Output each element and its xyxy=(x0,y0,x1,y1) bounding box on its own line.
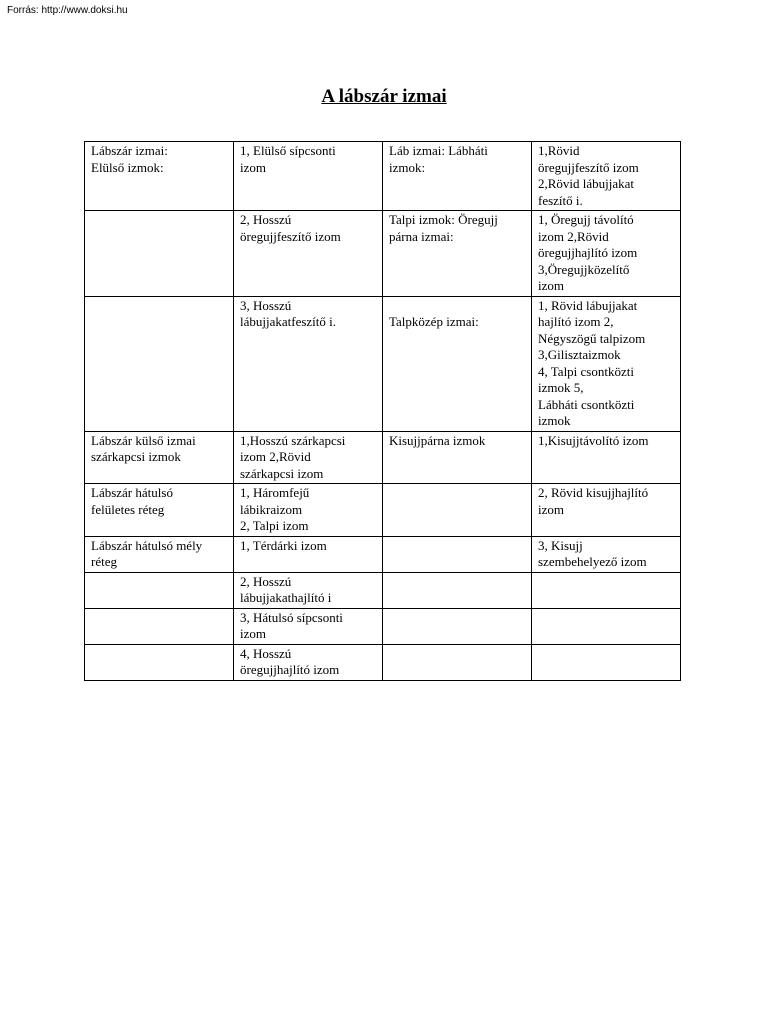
table-cell-foot-muscle: 2, Rövid kisujjhajlító izom xyxy=(532,484,681,537)
table-cell-region xyxy=(85,644,234,680)
table-row xyxy=(85,644,681,680)
source-url-line: Forrás: http://www.doksi.hu xyxy=(7,5,128,16)
table-row xyxy=(85,431,681,484)
table-cell-region: Lábszár külső izmai szárkapcsi izmok xyxy=(85,431,234,484)
table-cell-muscle: 4, Hosszú öregujjhajlító izom xyxy=(234,644,383,680)
table-cell-region: Lábszár izmai: Elülső izmok: xyxy=(85,142,234,211)
table-cell-foot-region xyxy=(383,644,532,680)
table-cell-foot-region xyxy=(383,536,532,572)
table-cell-muscle: 1, Térdárki izom xyxy=(234,536,383,572)
table-cell-foot-muscle: 3, Kisujj szembehelyező izom xyxy=(532,536,681,572)
table-cell-region xyxy=(85,296,234,431)
table-row xyxy=(85,484,681,537)
table-cell-foot-region xyxy=(383,608,532,644)
table-cell-muscle: 1, Háromfejű lábikraizom 2, Talpi izom xyxy=(234,484,383,537)
table-cell-foot-muscle: 1, Öregujj távolító izom 2,Rövid öregujjhajlító izom 3,Öregujjközelítő izom xyxy=(532,211,681,297)
table-row xyxy=(85,608,681,644)
table-cell-foot-muscle: 1,Rövid öregujjfeszítő izom 2,Rövid lábujjakat feszítő i. xyxy=(532,142,681,211)
table-cell-region: Lábszár hátulsó mély réteg xyxy=(85,536,234,572)
table-cell-foot-muscle: 1,Kisujjtávolító izom xyxy=(532,431,681,484)
table-cell-region xyxy=(85,211,234,297)
table-row xyxy=(85,536,681,572)
table-cell-foot-region xyxy=(383,572,532,608)
table-cell-muscle: 2, Hosszú öregujjfeszítő izom xyxy=(234,211,383,297)
table-cell-region xyxy=(85,608,234,644)
table-cell-foot-region xyxy=(383,484,532,537)
table-row xyxy=(85,142,681,211)
table-cell-region xyxy=(85,572,234,608)
table-row xyxy=(85,296,681,431)
table-cell-foot-region: Talpközép izmai: xyxy=(383,296,532,431)
muscle-table xyxy=(84,141,681,681)
table-cell-muscle: 3, Hosszú lábujjakatfeszítő i. xyxy=(234,296,383,431)
page-title: A lábszár izmai xyxy=(321,86,447,107)
table-cell-foot-muscle xyxy=(532,608,681,644)
table-cell-muscle: 1,Hosszú szárkapcsi izom 2,Rövid szárkapcsi izom xyxy=(234,431,383,484)
table-cell-muscle: 1, Elülső sípcsonti izom xyxy=(234,142,383,211)
table-row xyxy=(85,572,681,608)
table-cell-foot-muscle: 1, Rövid lábujjakat hajlító izom 2, Négyszögű talpizom 3,Gilisztaizmok 4, Talpi csontközti izmok 5, Lábháti csontközti izmok xyxy=(532,296,681,431)
table-cell-foot-region: Kisujjpárna izmok xyxy=(383,431,532,484)
table-cell-foot-region: Láb izmai: Lábháti izmok: xyxy=(383,142,532,211)
table-row xyxy=(85,211,681,297)
table-cell-foot-muscle xyxy=(532,644,681,680)
table-cell-region: Lábszár hátulsó felületes réteg xyxy=(85,484,234,537)
table-cell-muscle: 3, Hátulsó sípcsonti izom xyxy=(234,608,383,644)
table-cell-muscle: 2, Hosszú lábujjakathajlító i xyxy=(234,572,383,608)
table-cell-foot-muscle xyxy=(532,572,681,608)
table-cell-foot-region: Talpi izmok: Öregujj párna izmai: xyxy=(383,211,532,297)
